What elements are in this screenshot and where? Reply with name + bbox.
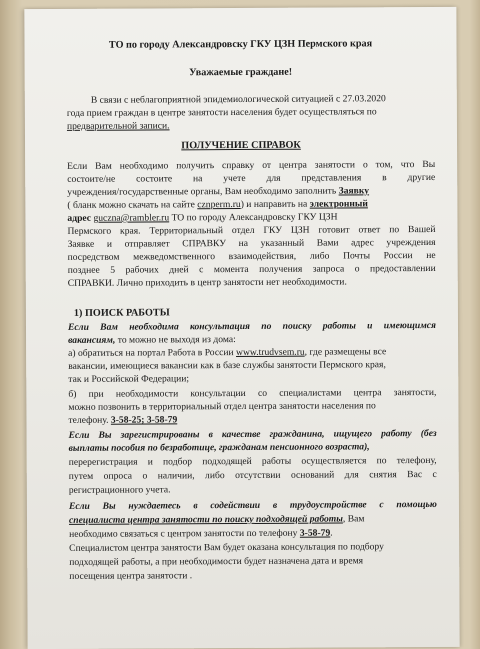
- registered-line-5: регистрационного учета.: [68, 484, 171, 496]
- email-link[interactable]: guczna@rambler.ru: [93, 212, 170, 224]
- assist-line-3: необходимо связаться с центром занятости по телефону 3-58-79.: [69, 527, 333, 540]
- cert-line-1: Если Вам необходимо получить справку от центра занятости о том, что Вы: [67, 158, 436, 172]
- document-content: [24, 7, 459, 649]
- registered-line-4: путем опроса о наличии, либо отсутствии оснований для снятия Вас с: [68, 468, 437, 482]
- phone-numbers[interactable]: 3-58-25; 3-58-79: [110, 414, 178, 426]
- cert-line-6: Пермского края. Территориальный отдел ГКУ ЦЗН готовит ответ по Вашей: [67, 223, 436, 237]
- registered-line-2: выплаты пособия по безработице, гражданам пенсионного возраста),: [68, 441, 370, 454]
- site-link[interactable]: cznperm.ru: [197, 199, 241, 211]
- cert-line-5: адрес guczna@rambler.ru ТО по городу Александровску ГКУ ЦЗН: [67, 211, 338, 224]
- assist-line-1: Если Вы нуждаетесь в содействии в трудоустройстве с помощью: [68, 498, 437, 512]
- registered-line-1: Если Вы зарегистрированы в качестве гражданина, ищущего работу (без: [68, 427, 437, 441]
- job-question-line-1: Если Вам необходима консультация по поиску работы и имеющимся: [67, 319, 437, 333]
- intro-line-2: года прием граждан в центре занятости населения будет осуществляться по: [66, 106, 377, 119]
- application-word: Заявку: [338, 185, 370, 197]
- option-b-line-1: б) при необходимости консультации со специалистами центра занятости,: [68, 386, 437, 400]
- greeting: Уважаемые граждане!: [189, 66, 293, 79]
- assist-line-4: Специалистом центра занятости Вам будет оказана консультация по подбору: [69, 541, 384, 554]
- phone-number[interactable]: 3-58-79: [299, 527, 331, 539]
- cert-line-2: состоите/не состоите на учете для представления в другие: [67, 171, 436, 185]
- assist-line-2: специалиста центра занятости по поиску подходящей работы, Вам: [68, 513, 365, 526]
- cert-line-9: позднее 5 рабочих дней с момента получения запроса о предоставлении: [67, 262, 436, 276]
- option-a-line-1: а) обратиться на портал Работа в России www.trudvsem.ru, где размещены все: [68, 346, 387, 359]
- intro-line-1: В связи с неблагоприятной эпидемиологической ситуацией с 27.03.2020: [90, 93, 386, 106]
- assist-line-6: посещения центра занятости .: [69, 570, 193, 582]
- option-b-line-3: телефону. 3-58-25; 3-58-79: [68, 414, 178, 426]
- job-search-heading: 1) ПОИСК РАБОТЫ: [73, 307, 170, 319]
- intro-line-3: предварительной записи.: [66, 120, 170, 132]
- assist-line-5: подходящей работы, а при необходимости будет назначена дата и время: [69, 555, 364, 568]
- certificates-heading: ПОЛУЧЕНИЕ СПРАВОК: [181, 139, 301, 152]
- cert-line-8: посредством межведомственного взаимодействия, либо Почты России не: [67, 249, 436, 263]
- option-a-line-3: так и Российской Федерации;: [68, 373, 190, 385]
- document-title: ТО по городу Александровску ГКУ ЦЗН Пермского края: [108, 38, 373, 51]
- cert-line-10: СПРАВКИ. Лично приходить в центр занятости нет необходимости.: [67, 276, 347, 289]
- option-a-line-2: вакансии, имеющиеся вакансии как в базе службы занятости Пермского края,: [68, 359, 386, 372]
- cert-line-3: учреждения/государственные органы, Вам необходимо заполнить Заявку: [67, 185, 370, 198]
- option-b-line-2: можно позвонить в территориальный отдел центра занятости населения по: [68, 400, 376, 413]
- registered-line-3: перерегистрация и подбор подходящей работы осуществляется по телефону,: [68, 454, 437, 468]
- paper-sheet: [24, 7, 459, 649]
- job-question-line-2: вакансиям, то можно не выходя из дома:: [68, 334, 236, 346]
- cert-line-4: ( бланк можно скачать на сайте cznperm.ru) и направить на электронный: [67, 198, 368, 211]
- trudvsem-link[interactable]: www.trudvsem.ru: [235, 346, 305, 359]
- cert-line-7: Заявке и отправляет СПРАВКУ на указанный Вами адрес учреждения: [67, 236, 436, 250]
